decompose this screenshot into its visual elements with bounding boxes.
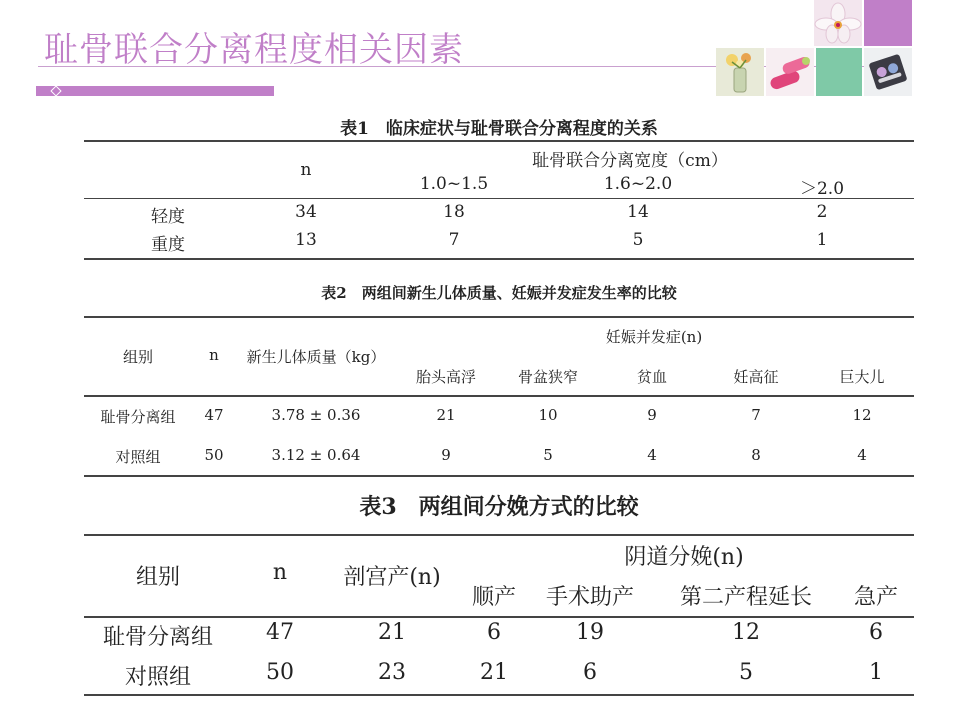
eyeshadow-palette-icon [864, 48, 912, 96]
accent-bar [36, 86, 274, 96]
cell-col2: 6 [583, 660, 597, 685]
row-label: 轻度 [151, 207, 185, 227]
table3-header-cesarean: 剖宫产(n) [343, 565, 441, 590]
table2-caption: 表2 两组间新生儿体质量、妊娠并发症发生率的比较 [321, 284, 677, 302]
table3-header-col2: 手术助产 [545, 585, 635, 610]
table2-top-rule [84, 316, 914, 318]
cell-n: 50 [204, 446, 224, 464]
table2-header-weight: 新生儿体质量（kg） [246, 348, 386, 366]
table2-header-col2: 骨盆狭窄 [517, 368, 579, 386]
table1 [84, 140, 914, 260]
green-tile [816, 48, 862, 96]
table3-header-col1: 顺产 [471, 585, 517, 610]
cell-n: 34 [295, 202, 317, 222]
cell-weight: 3.12 ± 0.64 [271, 446, 361, 464]
table3-bottom-rule [84, 694, 914, 696]
diamond-icon [50, 85, 61, 96]
row-label: 耻骨分离组 [102, 625, 214, 650]
cell-col4: 7 [751, 406, 761, 424]
flowers-vase-icon [716, 48, 764, 96]
cell-col3: 5 [739, 660, 753, 685]
table2-header-col3: 贫血 [636, 368, 668, 386]
table1-header-col1: 1.0~1.5 [419, 174, 489, 194]
pink-rollers-icon [766, 48, 814, 96]
table3-top-rule [84, 534, 914, 536]
cell-col3: 9 [647, 406, 657, 424]
table1-header-n: n [300, 160, 312, 180]
cell-cesarean: 23 [378, 660, 406, 685]
cell-n: 13 [295, 230, 317, 250]
cell-col2: 5 [632, 230, 644, 250]
cell-cesarean: 21 [378, 620, 406, 645]
row-label: 耻骨分离组 [100, 408, 176, 426]
slide-title: 耻骨联合分离程度相关因素 [44, 30, 464, 70]
table1-header-col2: 1.6~2.0 [603, 174, 673, 194]
table3-header-vaginal: 阴道分娩(n) [624, 545, 744, 570]
cell-col3: 1 [816, 230, 828, 250]
photo-mosaic [716, 0, 912, 96]
table1-bottom-rule [84, 258, 914, 260]
cell-col2: 19 [576, 620, 604, 645]
table2-header-col5: 巨大儿 [839, 368, 885, 386]
table1-top-rule [84, 140, 914, 142]
cell-col3: 2 [816, 202, 828, 222]
table1-header-group: 耻骨联合分离宽度（cm） [532, 151, 728, 171]
cell-col4: 6 [869, 620, 883, 645]
cell-col4: 8 [751, 446, 761, 464]
cell-col5: 4 [857, 446, 867, 464]
table2-bottom-rule [84, 475, 914, 477]
cell-col1: 9 [441, 446, 451, 464]
table1-caption: 表1 临床症状与耻骨联合分离程度的关系 [340, 119, 658, 139]
cell-col3: 12 [732, 620, 760, 645]
cell-n: 50 [266, 660, 294, 685]
table2-header-rule [84, 395, 914, 397]
cell-col2: 5 [543, 446, 553, 464]
table2-header-n: n [209, 346, 219, 364]
cell-col5: 12 [852, 406, 872, 424]
cell-col4: 1 [869, 660, 883, 685]
cell-col1: 6 [487, 620, 501, 645]
orchid-flower-icon [814, 0, 862, 46]
table2-header-group: 组别 [122, 348, 154, 366]
table3-header-group: 组别 [135, 565, 181, 590]
row-label: 对照组 [115, 448, 161, 466]
cell-n: 47 [204, 406, 224, 424]
row-label: 对照组 [124, 665, 192, 690]
cell-n: 47 [266, 620, 294, 645]
table1-header-col3: ＞2.0 [799, 179, 845, 199]
table3-header-col3: 第二产程延长 [679, 585, 813, 610]
table3-header-n: n [272, 560, 288, 585]
cell-weight: 3.78 ± 0.36 [271, 406, 361, 424]
table1-header-rule [84, 198, 914, 199]
table2-header-col1: 胎头高浮 [415, 368, 477, 386]
cell-col1: 7 [448, 230, 460, 250]
cell-col1: 21 [480, 660, 508, 685]
cell-col2: 10 [538, 406, 558, 424]
table3-caption: 表3 两组间分娩方式的比较 [359, 494, 639, 520]
table3 [84, 534, 914, 698]
cell-col3: 4 [647, 446, 657, 464]
table2-header-complications: 妊娠并发症(n) [605, 328, 703, 346]
row-label: 重度 [151, 235, 185, 255]
table3-header-col4: 急产 [853, 585, 899, 610]
table2 [84, 316, 914, 478]
cell-col1: 21 [436, 406, 456, 424]
table2-header-col4: 妊高征 [733, 368, 779, 386]
cell-col2: 14 [627, 202, 649, 222]
cell-col1: 18 [443, 202, 465, 222]
purple-tile [864, 0, 912, 46]
table3-header-rule [84, 616, 914, 618]
